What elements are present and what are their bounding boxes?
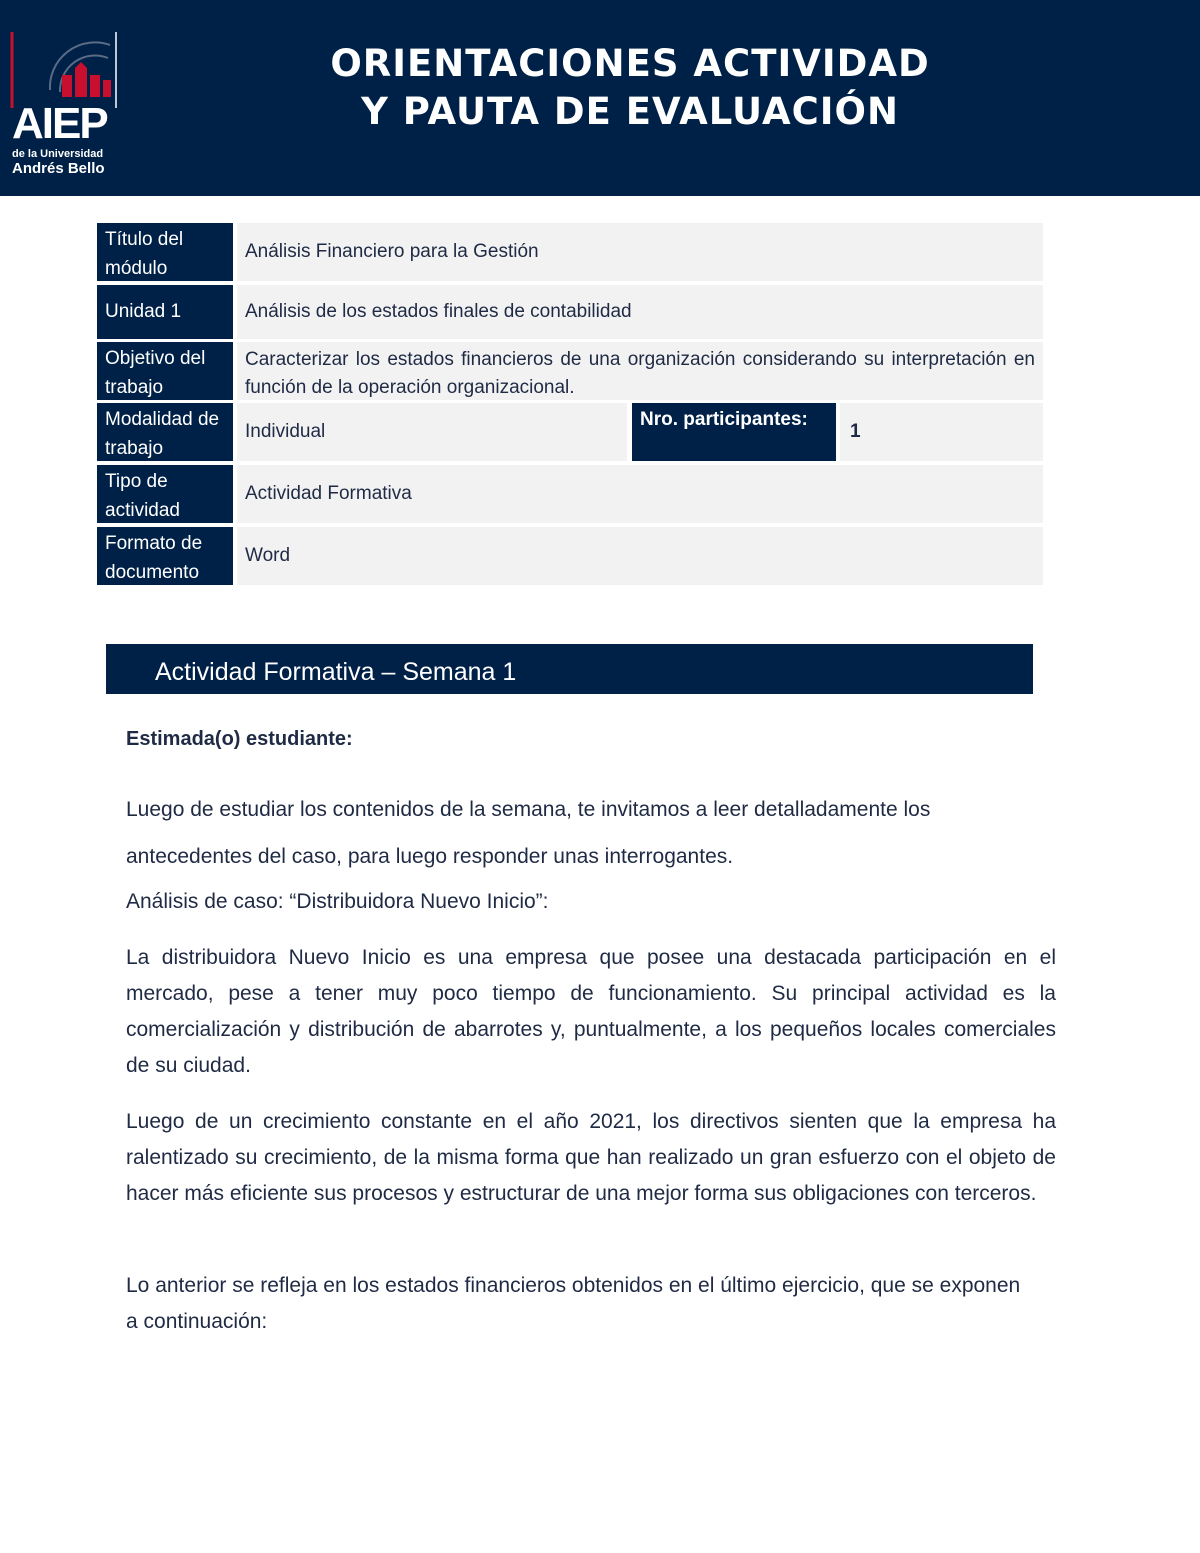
label-modulo: Título del módulo <box>97 223 233 281</box>
logo-emblem <box>10 30 122 110</box>
value-modulo: Análisis Financiero para la Gestión <box>237 223 1043 281</box>
label-objetivo: Objetivo del trabajo <box>97 342 233 400</box>
paragraph-company: La distribuidora Nuevo Inicio es una empresa que posee una destacada participación en el mercado, pese a tener muy poco tiempo de funcionamiento. Su principal actividad es la comercialización y distribución de abarrotes y, puntualmente, a los pequeños locales comerciales de su ciudad. <box>126 946 1056 1077</box>
logo-subtitle-1: de la Universidad <box>12 148 104 160</box>
section-title: Actividad Formativa – Semana 1 <box>106 644 1033 694</box>
value-formato: Word <box>237 527 1043 585</box>
page-title <box>230 40 1030 136</box>
label-unidad: Unidad 1 <box>97 285 233 339</box>
paragraph-statements: Lo anterior se refleja en los estados financieros obtenidos en el último ejercicio, que se exponen a continuación: <box>126 1274 1021 1333</box>
greeting: Estimada(o) estudiante: <box>126 728 353 750</box>
aiep-logo <box>10 30 122 180</box>
page-title-line-2: Y PAUTA DE EVALUACIÓN <box>361 90 899 133</box>
logo-brand: AIEP <box>12 99 107 148</box>
logo-subtitle-2: Andrés Bello <box>12 160 105 177</box>
value-participantes: 1 <box>840 403 1043 461</box>
row-tipo <box>97 465 1043 523</box>
label-modalidad: Modalidad de trabajo <box>97 403 233 461</box>
page-title-line-1: ORIENTACIONES ACTIVIDAD <box>330 42 930 85</box>
paragraph-intro: Luego de estudiar los contenidos de la semana, te invitamos a leer detalladamente los antecedentes del caso, para luego responder unas interrogantes. <box>126 798 931 868</box>
value-objetivo: Caracterizar los estados financieros de una organización considerando su interpretación en función de la operación organizacional. <box>237 342 1043 400</box>
label-formato: Formato de documento <box>97 527 233 585</box>
row-unidad <box>97 285 1043 339</box>
value-modalidad: Individual <box>237 403 627 461</box>
value-tipo: Actividad Formativa <box>237 465 1043 523</box>
row-modalidad <box>97 403 1043 461</box>
header-banner <box>0 0 1200 196</box>
row-objetivo <box>97 342 1043 400</box>
paragraph-growth: Luego de un crecimiento constante en el año 2021, los directivos sienten que la empresa ha ralentizado su crecimiento, de la misma forma que han realizado un gran esfuerzo con el objeto de hacer más eficiente sus procesos y estructurar de una mejor forma sus obligaciones con terceros. <box>126 1110 1056 1205</box>
paragraph-case-title: Análisis de caso: “Distribuidora Nuevo Inicio”: <box>126 890 549 913</box>
label-participantes: Nro. participantes: <box>632 403 836 461</box>
row-modulo <box>97 223 1043 281</box>
label-tipo: Tipo de actividad <box>97 465 233 523</box>
row-formato <box>97 527 1043 585</box>
value-unidad: Análisis de los estados finales de contabilidad <box>237 285 1043 339</box>
